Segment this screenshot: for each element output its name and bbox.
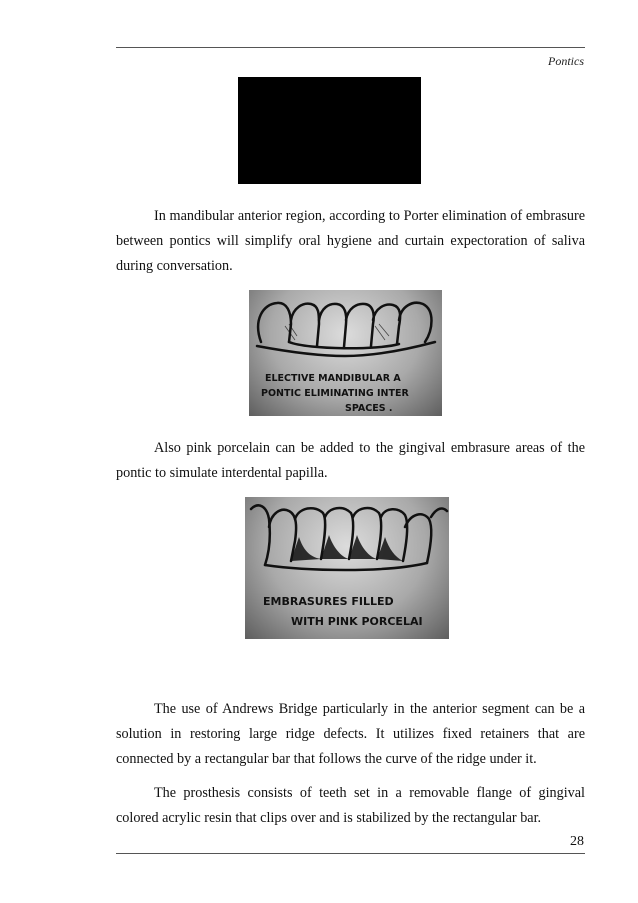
- paragraph-2: Also pink porcelain can be added to the gingival embrasure areas of the pontic to simulate interdental papilla.: [116, 440, 585, 481]
- page-number: 28: [570, 834, 584, 849]
- sketch-drawing-2: [245, 497, 449, 639]
- figure-sketch-mandibular-pontic: [249, 290, 442, 416]
- paragraph-4: The prosthesis consists of teeth set in a removable flange of gingival colored acrylic resin that clips over and is stabilized by the rectangular bar.: [116, 785, 585, 826]
- sketch-caption-line-2: PONTIC ELIMINATING INTER: [261, 388, 409, 399]
- sketch-caption-line-3: SPACES .: [345, 403, 393, 414]
- header-rule: [116, 47, 585, 48]
- sketch-caption-line-1: ELECTIVE MANDIBULAR A: [265, 373, 401, 384]
- running-header-title: Pontics: [548, 54, 584, 68]
- sketch2-caption-line-1: EMBRASURES FILLED: [263, 595, 394, 608]
- sketch2-caption-line-2: WITH PINK PORCELAI: [291, 615, 423, 628]
- footer-rule: [116, 853, 585, 854]
- figure-photo-1: [238, 77, 421, 184]
- sketch-drawing: [249, 290, 442, 416]
- figure-sketch-embrasures-filled: [245, 497, 449, 639]
- paragraph-1: In mandibular anterior region, according to Porter elimination of embrasure between pontics will simplify oral hygiene and curtain expectoration of saliva during conversation.: [116, 208, 585, 274]
- paragraph-3: The use of Andrews Bridge particularly in the anterior segment can be a solution in restoring large ridge defects. It utilizes fixed retainers that are connected by a rectangular bar that follows the curve of the ridge under it.: [116, 701, 585, 767]
